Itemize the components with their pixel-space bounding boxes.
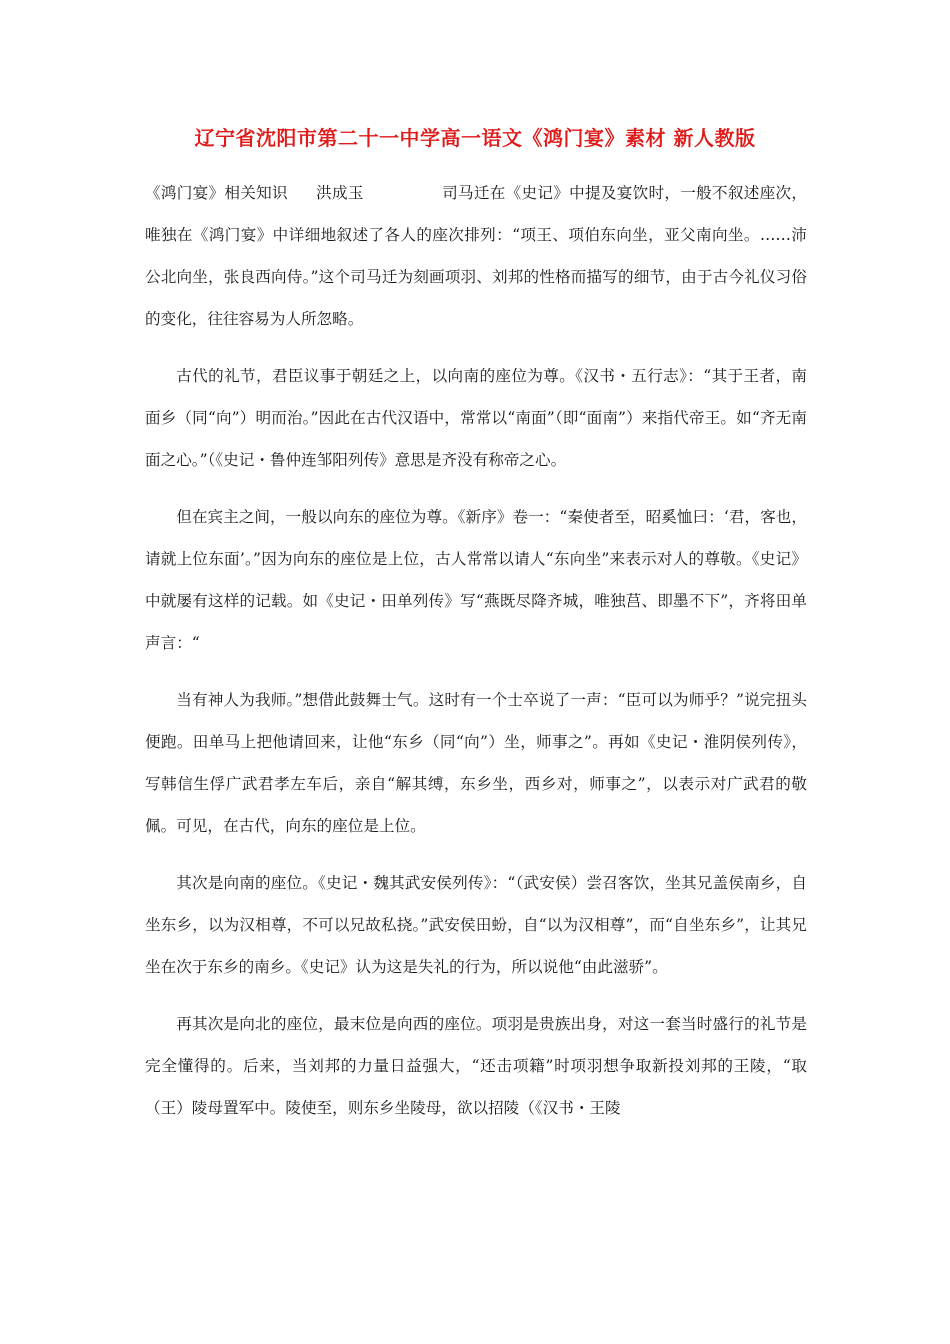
- body-paragraph-4: 其次是向南的座位。《史记・魏其武安侯列传》：“（武安侯）尝召客饮，坐其兄盖侯南乡，自坐东乡，以为汉相尊，不可以兄故私挠。”武安侯田蚡，自“以为汉相尊”，而“自坐东乡”，让其兄坐在次于东乡的南乡。《史记》认为这是失礼的行为，所以说他“由此滋骄”。: [145, 874, 807, 976]
- body-paragraph-5: 再其次是向北的座位，最末位是向西的座位。项羽是贵族出身，对这一套当时盛行的礼节是完全懂得的。后来，当刘邦的力量日益强大，“还击项籍”时项羽想争取新投刘邦的王陵，“取（王）陵母置军中。陵使至，则东乡坐陵母，欲以招陵（《汉书・王陵: [145, 1015, 807, 1117]
- body-paragraph-2: 但在宾主之间，一般以向东的座位为尊。《新序》卷一：“秦使者至，昭奚恤曰：‘君，客也，请就上位东面’。”因为向东的座位是上位，古人常常以请人“东向坐”来表示对人的尊敬。《史记》中就屡有这样的记载。如《史记・田单列传》写“燕既尽降齐城，唯独莒、即墨不下”，齐将田单声言：“: [145, 508, 807, 652]
- body-paragraph-3: 当有神人为我师。”想借此鼓舞士气。这时有一个士卒说了一声：“臣可以为师乎？”说完扭头便跑。田单马上把他请回来，让他“东乡（同“向”）坐，师事之”。再如《史记・淮阴侯列传》，写韩信生俘广武君孝左车后，亲自“解其缚，东乡坐，西乡对，师事之”，以表示对广武君的敬佩。可见，在古代，向东的座位是上位。: [145, 691, 807, 835]
- intro-paragraph: [145, 172, 807, 340]
- body-paragraph-1: 古代的礼节，君臣议事于朝廷之上，以向南的座位为尊。《汉书・五行志》：“其于王者，南面乡（同“向”）明而治。”因此在古代汉语中，常常以“南面”（即“面南”）来指代帝王。如“齐无南面之心。”（《史记・鲁仲连邹阳列传》意思是齐没有称帝之心。: [145, 367, 807, 469]
- intro-author: 洪成玉: [315, 184, 364, 202]
- intro-topic: 《鸿门宴》相关知识: [145, 184, 288, 202]
- intro-text: 司马迁在《史记》中提及宴饮时，一般不叙述座次，唯独在《鸿门宴》中详细地叙述了各人的座次排列：“项王、项伯东向坐，亚父南向坐。……沛公北向坐，张良西向侍。”这个司马迁为刻画项羽、刘邦的性格而描写的细节，由于古今礼仪习俗的变化，往往容易为人所忽略。: [145, 184, 807, 328]
- document-body: [145, 172, 807, 1144]
- document-title: 辽宁省沈阳市第二十一中学高一语文《鸿门宴》素材 新人教版: [194, 126, 756, 150]
